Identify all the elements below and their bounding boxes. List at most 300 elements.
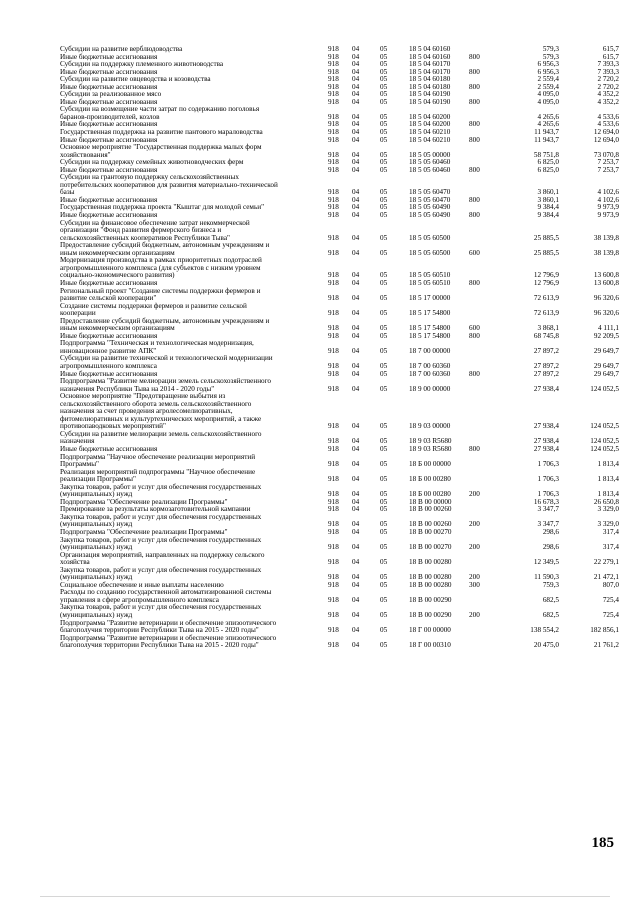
expense-type-cell [469,529,499,537]
expense-type-cell: 800 [469,82,480,91]
subsection-cell: 05 [380,520,388,529]
row-name-line: Подпрограмма "Научное обеспечение реализации мероприятий [60,452,256,461]
row-name-cell [60,567,328,582]
subsection-cell: 05 [380,437,388,446]
target-article-cell: 18 5 04 60210 [409,128,451,137]
amount-year1-cell: 4 095,0 [537,90,559,99]
row-name-line: назначения [60,437,95,446]
target-article-cell: 18 5 04 60190 [409,97,451,106]
amount-year2-cell: 92 209,5 [593,331,619,340]
expense-type-cell [469,106,499,121]
ved-code-cell: 918 [328,437,339,446]
row-name-line: Иные бюджетные ассигнования [60,97,158,106]
section-cell: 04 [352,595,360,604]
row-name-line: Подпрограмма "Техническая и технологическая модернизация, [60,339,254,348]
section-cell: 04 [352,361,360,370]
amount-year2-cell: 7 253,7 [597,158,619,167]
row-name-line: (муниципальных) нужд [60,543,133,552]
target-article-cell: 18 5 04 60200 [409,120,451,129]
row-name-line: Расходы по созданию государственной автоматизированной системы [60,588,272,597]
ved-code-cell: 918 [328,490,339,499]
section-cell: 04 [352,112,360,121]
section-cell: 04 [352,626,360,635]
amount-year1-cell: 12 349,5 [533,558,559,567]
row-name-line: Программы" [60,460,99,469]
amount-year1-cell: 579,3 [542,52,559,61]
row-name-line: баранов-производителей, козлов [60,112,160,121]
amount-year2-cell: 9 973,9 [597,211,619,220]
amount-year1-cell: 759,3 [542,580,559,589]
expense-type-cell [469,499,499,507]
subsection-cell: 05 [380,384,388,393]
subsection-cell: 05 [380,490,388,499]
amount-year2-cell: 21 472,1 [593,573,619,582]
row-name-line: Субсидии на поддержку племенного животноводства [60,60,224,69]
subsection-cell: 05 [380,75,388,84]
row-name-line: Закупка товаров, работ и услуг для обеспечения государственных [60,535,262,544]
target-article-cell: 18 5 05 60460 [409,158,451,167]
row-name-line: назначения за счет проведения агролесомелиоративных, [60,407,233,416]
row-name-line: Закупка товаров, работ и услуг для обеспечения государственных [60,512,262,521]
section-cell: 04 [352,497,360,506]
section-cell: 04 [352,294,360,303]
target-article-cell: 18 5 17 54800 [409,309,451,318]
row-name-line: Иные бюджетные ассигнования [60,444,158,453]
ved-code-cell: 918 [328,444,339,453]
target-article-cell: 18 В 00 00270 [409,528,452,536]
target-article-cell: 18 В 00 00290 [409,595,452,604]
section-cell: 04 [352,203,360,212]
amount-year2-cell: 1 813,4 [597,490,619,499]
expense-type-cell: 800 [469,369,480,378]
subsection-cell: 05 [380,271,388,280]
amount-year2-cell: 96 320,6 [593,294,619,303]
subsection-cell: 05 [380,460,388,469]
subsection-cell: 05 [380,611,388,620]
amount-year1-cell: 12 796,9 [533,271,559,280]
row-name-line: агропромышленного комплекса [60,361,157,370]
ved-code-cell: 918 [328,497,339,506]
amount-year1-cell: 4 265,6 [537,120,559,129]
row-name-line: Иные бюджетные ассигнования [60,52,158,61]
section-cell: 04 [352,369,360,378]
row-name-line: иным некоммерческим организациям [60,324,175,333]
ved-code-cell: 918 [328,369,339,378]
amount-year1-cell: 12 796,9 [533,278,559,287]
ved-code-cell: 918 [328,558,339,567]
ved-code-cell: 918 [328,195,339,204]
section-cell: 04 [352,188,360,197]
row-name-cell [60,393,328,431]
target-article-cell: 18 5 04 60170 [409,60,451,69]
amount-year2-cell: 3 329,0 [597,520,619,529]
amount-year2-cell: 2 720,2 [597,75,619,84]
amount-year2-cell: 22 279,1 [593,558,619,567]
ved-code-cell: 918 [328,271,339,280]
expense-type-cell: 200 [469,520,480,529]
subsection-cell: 05 [380,595,388,604]
amount-year1-cell: 682,5 [542,611,559,620]
row-name-cell [60,303,328,318]
target-article-cell: 18 5 05 60510 [409,278,451,287]
page-number: 185 [591,835,614,851]
row-name-line: социально-экономического развития) [60,271,175,280]
bottom-divider [40,896,610,897]
section-cell: 04 [352,331,360,340]
section-cell: 04 [352,641,360,650]
row-name-line: назначения Республики Тыва на 2014 - 2020 годы" [60,384,215,393]
target-article-cell: 18 В 00 00290 [409,611,452,620]
section-cell: 04 [352,52,360,61]
section-cell: 04 [352,278,360,287]
row-name-line: инновационное развитие АПК" [60,346,157,355]
amount-year1-cell: 68 745,8 [533,331,559,340]
row-name-line: (муниципальных) нужд [60,520,133,529]
subsection-cell: 05 [380,60,388,69]
row-name-line: реализации Программы" [60,475,136,484]
ved-code-cell: 918 [328,158,339,167]
row-name-line: Иные бюджетные ассигнования [60,211,158,220]
subsection-cell: 05 [380,361,388,370]
row-name-cell [60,144,328,159]
target-article-cell: 18 В 00 00260 [409,520,452,529]
amount-year1-cell: 27 938,4 [533,444,559,453]
target-article-cell: 18 5 05 60490 [409,203,451,212]
amount-year1-cell: 3 868,1 [537,324,559,333]
expense-type-cell [469,620,499,635]
row-name-line: (муниципальных) нужд [60,573,133,582]
ved-code-cell: 918 [328,67,339,76]
amount-year1-cell: 1 706,3 [537,475,559,484]
target-article-cell: 18 Б 00 00280 [409,475,451,484]
amount-year2-cell: 317,4 [602,528,619,536]
ved-code-cell: 918 [328,45,339,53]
target-article-cell: 18 5 04 60160 [409,52,451,61]
row-name-line: Иные бюджетные ассигнования [60,195,158,204]
ved-code-cell: 918 [328,543,339,552]
amount-year1-cell: 298,6 [542,543,559,552]
row-name-line: Субсидии на поддержку семейных животноводческих ферм [60,158,244,167]
row-name-line: (муниципальных) нужд [60,490,133,499]
expense-type-cell [469,303,499,318]
amount-year2-cell: 1 813,4 [597,460,619,469]
target-article-cell: 18 5 04 60200 [409,112,451,121]
section-cell: 04 [352,444,360,453]
target-article-cell: 18 Б 00 00280 [409,490,451,499]
row-name-cell [60,257,328,280]
row-name-cell [60,635,328,650]
ved-code-cell: 918 [328,211,339,220]
subsection-cell: 05 [380,505,388,514]
target-article-cell: 18 5 05 60510 [409,271,451,280]
row-name-line: Премирование за результаты кормозаготовительной кампании [60,505,251,514]
row-name-cell [60,340,328,355]
row-name-line: Подпрограмма "Развитие мелиорации земель сельскохозяйственного [60,377,272,386]
expense-type-cell: 800 [469,135,480,144]
amount-year2-cell: 4 102,6 [597,188,619,197]
row-name-line: Субсидии на грантовую поддержку сельскохозяйственных [60,173,239,182]
row-name-line: Субсидии на развитие верблюдоводства [60,45,183,53]
ved-code-cell: 918 [328,112,339,121]
section-cell: 04 [352,490,360,499]
amount-year2-cell: 615,7 [602,45,619,53]
subsection-cell: 05 [380,422,388,431]
expense-type-cell: 200 [469,490,480,499]
section-cell: 04 [352,75,360,84]
target-article-cell: 18 5 05 60470 [409,188,451,197]
row-name-cell [60,484,328,499]
amount-year1-cell: 27 897,2 [533,346,559,355]
ved-code-cell: 918 [328,90,339,99]
amount-year2-cell: 29 649,7 [593,346,619,355]
subsection-cell: 05 [380,475,388,484]
ved-code-cell: 918 [328,528,339,536]
amount-year1-cell: 27 938,4 [533,384,559,393]
amount-year1-cell: 1 706,3 [537,490,559,499]
target-article-cell: 18 5 04 60170 [409,67,451,76]
section-cell: 04 [352,437,360,446]
amount-year2-cell: 29 649,7 [593,361,619,370]
subsection-cell: 05 [380,497,388,506]
row-name-line: Государственная поддержка на развитие пантового мараловодства [60,128,263,137]
target-article-cell: 18 Б 00 00000 [409,460,451,469]
section-cell: 04 [352,460,360,469]
target-article-cell: 18 5 04 60160 [409,45,451,53]
section-cell: 04 [352,120,360,129]
subsection-cell: 05 [380,573,388,582]
section-cell: 04 [352,135,360,144]
section-cell: 04 [352,97,360,106]
subsection-cell: 05 [380,188,388,197]
section-cell: 04 [352,528,360,536]
section-cell: 04 [352,233,360,242]
ved-code-cell: 918 [328,520,339,529]
amount-year2-cell: 73 070,8 [593,150,619,159]
subsection-cell: 05 [380,90,388,99]
amount-year2-cell: 1 813,4 [597,475,619,484]
target-article-cell: 18 5 05 60500 [409,248,451,257]
subsection-cell: 05 [380,128,388,137]
ved-code-cell: 918 [328,505,339,514]
row-name-line: Подпрограмма "Развитие ветеринарии и обеспечение эпизоотического [60,633,277,642]
amount-year1-cell: 2 559,4 [537,75,559,84]
section-cell: 04 [352,346,360,355]
amount-year1-cell: 72 613,9 [533,309,559,318]
expense-type-cell [469,340,499,355]
amount-year1-cell: 579,3 [542,45,559,53]
expense-type-cell [469,220,499,243]
target-article-cell: 18 5 05 60460 [409,165,451,174]
row-name-line: Субсидии на финансовое обеспечение затрат некоммерческой [60,218,250,227]
row-name-cell [60,469,328,484]
subsection-cell: 05 [380,641,388,650]
subsection-cell: 05 [380,203,388,212]
amount-year1-cell: 3 860,1 [537,188,559,197]
amount-year1-cell: 3 860,1 [537,195,559,204]
section-cell: 04 [352,611,360,620]
subsection-cell: 05 [380,324,388,333]
target-article-cell: 18 7 00 60360 [409,369,451,378]
section-cell: 04 [352,150,360,159]
row-name-line: Субсидии на возмещение части затрат по содержанию поголовья [60,105,260,114]
subsection-cell: 05 [380,580,388,589]
amount-year1-cell: 9 384,4 [537,211,559,220]
subsection-cell: 05 [380,309,388,318]
amount-year2-cell: 807,0 [602,580,619,589]
amount-year1-cell: 11 943,7 [534,128,559,137]
row-name-line: Иные бюджетные ассигнования [60,369,158,378]
subsection-cell: 05 [380,248,388,257]
amount-year2-cell: 9 973,9 [597,203,619,212]
target-article-cell: 18 В 00 00260 [409,505,452,514]
amount-year2-cell: 3 329,0 [597,505,619,514]
target-article-cell: 18 В 00 00000 [409,497,452,506]
subsection-cell: 05 [380,67,388,76]
section-cell: 04 [352,309,360,318]
amount-year1-cell: 138 554,2 [530,626,559,635]
target-article-cell: 18 5 17 00000 [409,294,451,303]
subsection-cell: 05 [380,543,388,552]
target-article-cell: 18 9 00 00000 [409,384,451,393]
section-cell: 04 [352,271,360,280]
amount-year2-cell: 7 393,3 [597,67,619,76]
row-name-cell [60,431,328,446]
row-name-line: противопаводковых мероприятий" [60,422,166,431]
amount-year2-cell: 13 600,8 [593,271,619,280]
row-name-line: Государственная поддержка проекта "Кыштаг для молодой семьи" [60,203,265,212]
row-name-cell [60,106,328,121]
section-cell: 04 [352,45,360,53]
section-cell: 04 [352,505,360,514]
amount-year2-cell: 4 533,6 [597,120,619,129]
amount-year2-cell: 182 856,1 [590,626,619,635]
row-name-line: Иные бюджетные ассигнования [60,165,158,174]
target-article-cell: 18 Г 00 00310 [409,641,451,650]
row-name-cell [60,318,328,333]
subsection-cell: 05 [380,45,388,53]
expense-type-cell [469,552,499,567]
row-name-line: благополучия территории Республики Тыва на 2015 - 2020 годы" [60,641,259,650]
row-name-cell [60,604,328,619]
ved-code-cell: 918 [328,611,339,620]
ved-code-cell: 918 [328,203,339,212]
ved-code-cell: 918 [328,346,339,355]
subsection-cell: 05 [380,233,388,242]
row-name-line: Закупка товаров, работ и услуг для обеспечения государственных [60,603,262,612]
section-cell: 04 [352,422,360,431]
row-name-line: Субсидии на развитие мелиорации земель сельскохозяйственного [60,429,262,438]
ved-code-cell: 918 [328,233,339,242]
ved-code-cell: 918 [328,294,339,303]
row-name-line: Модернизация производства в рамках приоритетных подотраслей [60,256,262,265]
expense-type-cell: 800 [469,444,480,453]
amount-year1-cell: 11 590,3 [534,573,559,582]
row-name-line: иным некоммерческим организациям [60,248,175,257]
amount-year1-cell: 6 956,3 [537,67,559,76]
amount-year2-cell: 7 253,7 [597,165,619,174]
row-name-cell [60,355,328,370]
row-name-line: (муниципальных) нужд [60,611,133,620]
row-name-line: сельскохозяйственного оборота земель сельскохозяйственного [60,399,252,408]
expense-type-cell: 800 [469,211,480,220]
subsection-cell: 05 [380,528,388,536]
expense-type-cell [469,589,499,604]
target-article-cell: 18 9 03 R5680 [409,444,452,453]
amount-year2-cell: 38 139,8 [593,233,619,242]
section-cell: 04 [352,90,360,99]
amount-year2-cell: 38 139,8 [593,248,619,257]
row-name-line: Основное мероприятие "Предотвращение выбытия из [60,392,226,401]
amount-year1-cell: 682,5 [542,595,559,604]
ved-code-cell: 918 [328,580,339,589]
target-article-cell: 18 7 00 60360 [409,361,451,370]
subsection-cell: 05 [380,52,388,61]
target-article-cell: 18 5 17 54800 [409,324,451,333]
subsection-cell: 05 [380,626,388,635]
ved-code-cell: 918 [328,248,339,257]
row-name-line: Иные бюджетные ассигнования [60,278,158,287]
amount-year1-cell: 25 885,5 [533,248,559,257]
amount-year1-cell: 4 265,6 [537,112,559,121]
amount-year1-cell: 11 943,7 [534,135,559,144]
amount-year2-cell: 124 052,5 [590,444,619,453]
expense-type-cell [469,288,499,303]
ved-code-cell: 918 [328,165,339,174]
row-name-line: Иные бюджетные ассигнования [60,120,158,129]
target-article-cell: 18 В 00 00280 [409,558,452,567]
row-name-line: благополучия территории Республики Тыва на 2015 - 2020 годы" [60,626,259,635]
ved-code-cell: 918 [328,475,339,484]
subsection-cell: 05 [380,294,388,303]
row-name-line: Предоставление субсидий бюджетным, автономным учреждениям и [60,316,270,325]
amount-year1-cell: 3 347,7 [537,505,559,514]
amount-year1-cell: 27 938,4 [533,422,559,431]
target-article-cell: 18 В 00 00280 [409,580,452,589]
expense-type-cell: 800 [469,120,480,129]
ved-code-cell: 918 [328,384,339,393]
expense-type-cell [469,257,499,280]
ved-code-cell: 918 [328,324,339,333]
row-name-line: Подпрограмма "Развитие ветеринарии и обеспечение эпизоотического [60,618,277,627]
target-article-cell: 18 5 04 60180 [409,82,451,91]
amount-year1-cell: 6 825,0 [537,158,559,167]
ved-code-cell: 918 [328,150,339,159]
expense-type-cell [469,144,499,159]
section-cell: 04 [352,82,360,91]
amount-year2-cell: 124 052,5 [590,437,619,446]
row-name-line: Региональный проект "Создание системы поддержки фермеров и [60,286,261,295]
amount-year1-cell: 58 751,8 [533,150,559,159]
expense-type-cell [469,469,499,484]
amount-year1-cell: 27 897,2 [533,369,559,378]
amount-year2-cell: 13 600,8 [593,278,619,287]
target-article-cell: 18 В 00 00280 [409,573,452,582]
section-cell: 04 [352,384,360,393]
subsection-cell: 05 [380,558,388,567]
ved-code-cell: 918 [328,128,339,137]
row-name-line: Основное мероприятие "Государственная поддержка малых форм [60,143,262,152]
row-name-line: развитие сельской кооперации" [60,294,157,303]
expense-type-cell: 800 [469,195,480,204]
expense-type-cell [469,378,499,393]
ved-code-cell: 918 [328,278,339,287]
section-cell: 04 [352,165,360,174]
row-name-cell [60,537,328,552]
expense-type-cell: 200 [469,611,480,620]
target-article-cell: 18 9 03 00000 [409,422,451,431]
amount-year2-cell: 21 761,2 [593,641,619,650]
row-name-line: Предоставление субсидий бюджетным, автономным учреждениям и [60,241,270,250]
